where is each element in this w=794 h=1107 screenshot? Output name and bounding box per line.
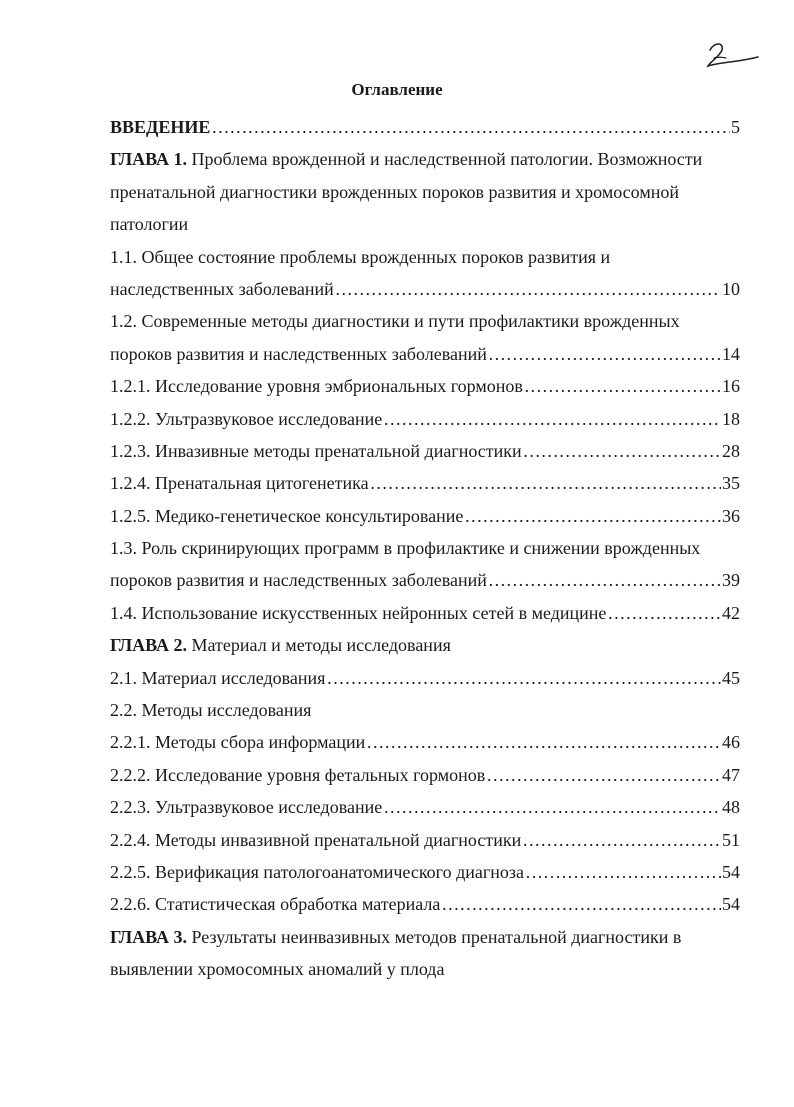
toc-chapter-3-cont: [110, 953, 740, 985]
toc-chapter-1-cont: [110, 176, 740, 208]
dot-leader: [607, 597, 721, 629]
toc-chapter-3[interactable]: [110, 921, 740, 953]
toc-entry-2-2-5[interactable]: [110, 856, 740, 888]
toc-entry-label: 2.2.2. Исследование уровня фетальных гормонов: [110, 764, 486, 785]
toc-entry-label: 1.2.3. Инвазивные методы пренатальной диагностики: [110, 440, 522, 461]
dot-leader: [370, 467, 721, 499]
toc-entry-label: 2.2. Методы исследования: [110, 700, 312, 721]
toc-entry-2-1[interactable]: [110, 662, 740, 694]
toc-entry-label: пороков развития и наследственных заболеваний: [110, 570, 487, 591]
toc-entry-2-2-4[interactable]: [110, 824, 740, 856]
toc-page-number: 16: [722, 376, 740, 397]
toc-page-number: 18: [722, 408, 740, 429]
toc-entry-label: 1.2. Современные методы диагностики и пути профилактики врожденных: [110, 311, 680, 332]
chapter-prefix: ГЛАВА 1.: [110, 149, 188, 170]
toc-entry-1-3[interactable]: [110, 532, 740, 564]
toc-entry-1-2-cont[interactable]: [110, 338, 740, 370]
toc-entry-1-2-2[interactable]: [110, 403, 740, 435]
dot-leader: [525, 856, 721, 888]
chapter-title-line: пренатальной диагностики врожденных пороков развития и хромосомной: [110, 181, 679, 202]
toc-entry-1-2-5[interactable]: [110, 500, 740, 532]
toc-page-number: 35: [722, 473, 740, 494]
toc-entry-label: 2.2.4. Методы инвазивной пренатальной диагностики: [110, 829, 522, 850]
toc-entry-label: 1.2.2. Ультразвуковое исследование: [110, 408, 383, 429]
dot-leader: [211, 111, 730, 143]
toc-entry-label: 2.2.1. Методы сбора информации: [110, 732, 366, 753]
chapter-title-line: Проблема врожденной и наследственной патологии. Возможности: [191, 149, 703, 170]
toc-page-number: 28: [722, 440, 740, 461]
dot-leader: [335, 273, 721, 305]
dot-leader: [383, 791, 721, 823]
toc-page-number: 36: [722, 505, 740, 526]
toc-entry-2-2-6[interactable]: [110, 888, 740, 920]
toc-page-number: 14: [722, 343, 740, 364]
chapter-prefix: ГЛАВА 3.: [110, 926, 188, 947]
toc-page-number: 54: [722, 894, 740, 915]
toc-entry-1-2-4[interactable]: [110, 467, 740, 499]
toc-entry-2-2-3[interactable]: [110, 791, 740, 823]
toc-entry-1-4[interactable]: [110, 597, 740, 629]
chapter-title-line: Результаты неинвазивных методов пренатальной диагностики в: [191, 926, 682, 947]
chapter-prefix: ГЛАВА 2.: [110, 635, 188, 656]
toc-page-number: 5: [731, 117, 740, 137]
toc-entry-label: 1.2.1. Исследование уровня эмбриональных гормонов: [110, 376, 523, 397]
toc-page-number: 54: [722, 861, 740, 882]
dot-leader: [464, 500, 721, 532]
toc-chapter-1[interactable]: [110, 143, 740, 175]
toc-entry-1-2-3[interactable]: [110, 435, 740, 467]
toc-entry-label: 1.2.5. Медико-генетическое консультирование: [110, 505, 464, 526]
chapter-title-line: патологии: [110, 214, 189, 235]
toc-entry-2-2-2[interactable]: [110, 759, 740, 791]
toc-entry-1-1[interactable]: [110, 241, 740, 273]
toc-entry-2-2-1[interactable]: [110, 726, 740, 758]
toc-entry-label: 1.4. Использование искусственных нейронных сетей в медицине: [110, 602, 607, 623]
table-of-contents: [110, 111, 740, 986]
toc-entry-label: 1.2.4. Пренатальная цитогенетика: [110, 473, 369, 494]
toc-entry-1-2[interactable]: [110, 305, 740, 337]
toc-entry-label: наследственных заболеваний: [110, 278, 334, 299]
chapter-title-line: выявлении хромосомных аномалий у плода: [110, 959, 445, 980]
dot-leader: [326, 662, 721, 694]
toc-chapter-2[interactable]: [110, 629, 740, 661]
dot-leader: [486, 759, 721, 791]
toc-title: Оглавление: [351, 80, 443, 99]
handwritten-page-number: [700, 36, 760, 70]
toc-entry-1-3-cont[interactable]: [110, 564, 740, 596]
toc-entry-1-2-1[interactable]: [110, 370, 740, 402]
dot-leader: [522, 824, 721, 856]
toc-entry-label: 2.2.5. Верификация патологоанатомического диагноза: [110, 861, 524, 882]
toc-page-number: 10: [722, 278, 740, 299]
dot-leader: [523, 435, 721, 467]
toc-entry-label: пороков развития и наследственных заболеваний: [110, 343, 487, 364]
dot-leader: [383, 403, 721, 435]
chapter-title-line: Материал и методы исследования: [191, 635, 451, 656]
toc-entry-label: 1.3. Роль скринирующих программ в профилактике и снижении врожденных: [110, 538, 701, 559]
dot-leader: [524, 370, 721, 402]
toc-entry-label: ВВЕДЕНИЕ: [110, 117, 211, 137]
toc-page-number: 47: [722, 764, 740, 785]
toc-entry-1-1-cont[interactable]: [110, 273, 740, 305]
dot-leader: [488, 338, 721, 370]
dot-leader: [488, 564, 721, 596]
toc-entry-2-2[interactable]: [110, 694, 740, 726]
toc-page-number: 39: [722, 570, 740, 591]
toc-chapter-1-cont: [110, 208, 740, 240]
toc-entry-label: 1.1. Общее состояние проблемы врожденных пороков развития и: [110, 246, 611, 267]
dot-leader: [366, 726, 721, 758]
toc-page-number: 46: [722, 732, 740, 753]
toc-page-number: 42: [722, 602, 740, 623]
toc-page-number: 45: [722, 667, 740, 688]
toc-entry-label: 2.1. Материал исследования: [110, 667, 326, 688]
toc-entry-intro[interactable]: [110, 111, 740, 143]
toc-entry-label: 2.2.3. Ультразвуковое исследование: [110, 797, 383, 818]
toc-page-number: 48: [722, 797, 740, 818]
dot-leader: [441, 888, 721, 920]
toc-page-number: 51: [722, 829, 740, 850]
toc-entry-label: 2.2.6. Статистическая обработка материала: [110, 894, 441, 915]
